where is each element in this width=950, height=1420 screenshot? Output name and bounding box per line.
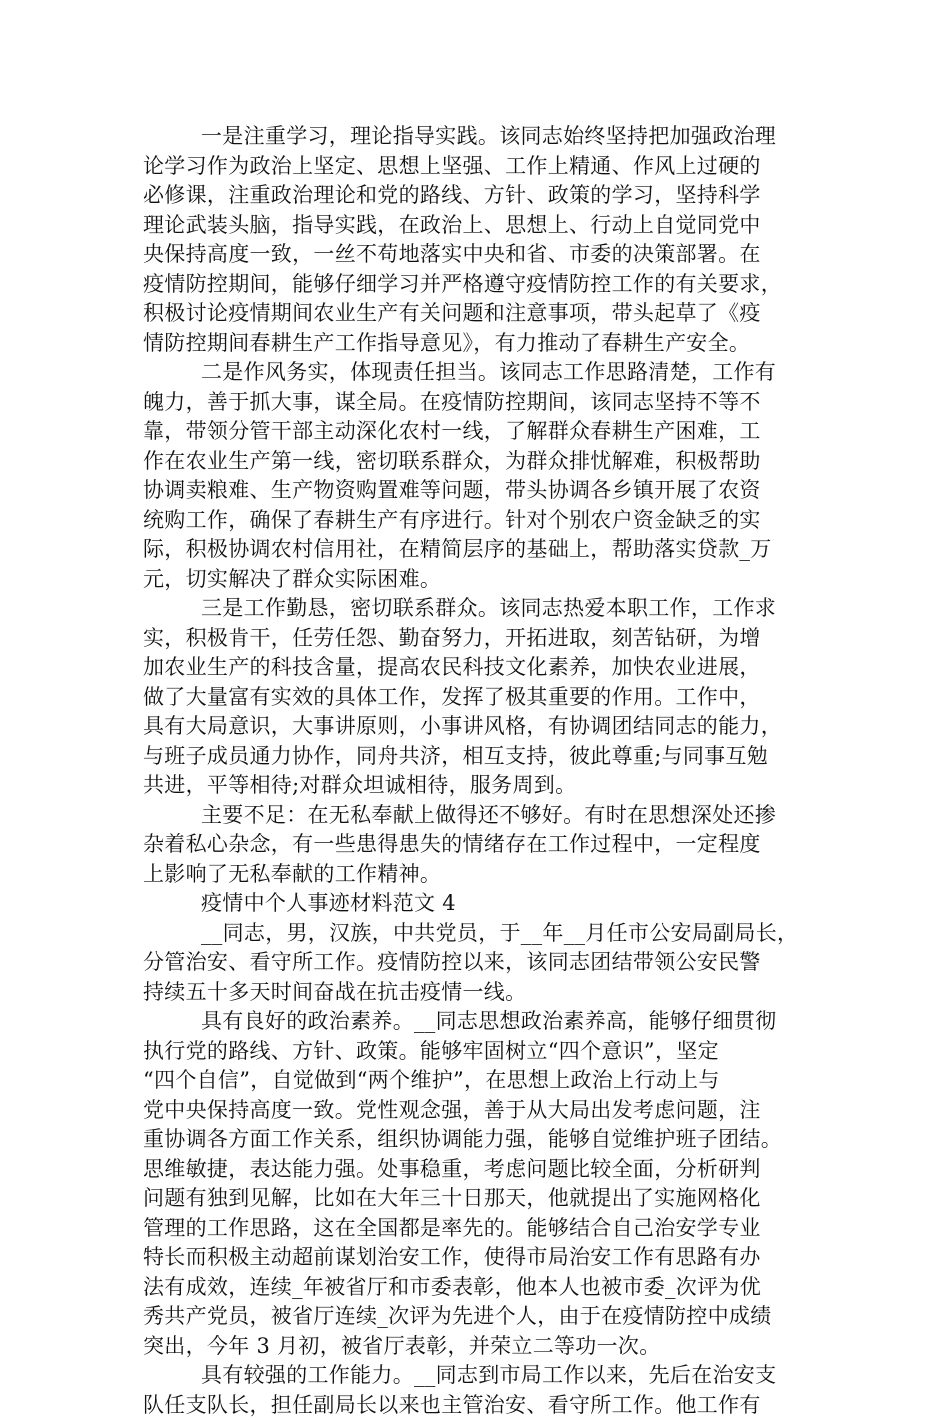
text-line: 元，切实解决了群众实际困难。 (143, 565, 823, 595)
text-line: 论学习作为政治上坚定、思想上坚强、工作上精通、作风上过硬的 (143, 152, 823, 182)
text-line: 二是作风务实，体现责任担当。该同志工作思路清楚，工作有 (143, 358, 823, 388)
text-line: 思维敏捷，表达能力强。处事稳重，考虑问题比较全面，分析研判 (143, 1155, 823, 1185)
text-line: 协调卖粮难、生产物资购置难等问题，带头协调各乡镇开展了农资 (143, 476, 823, 506)
text-line: 党中央保持高度一致。党性观念强，善于从大局出发考虑问题，注 (143, 1096, 823, 1126)
text-line: 问题有独到见解，比如在大年三十日那天，他就提出了实施网格化 (143, 1184, 823, 1214)
text-line: 统购工作，确保了春耕生产有序进行。针对个别农户资金缺乏的实 (143, 506, 823, 536)
text-line: 执行党的路线、方针、政策。能够牢固树立“四个意识”，坚定 (143, 1037, 823, 1067)
text-line: 理论武装头脑，指导实践，在政治上、思想上、行动上自觉同党中 (143, 211, 823, 241)
text-line: 央保持高度一致，一丝不苟地落实中央和省、市委的决策部署。在 (143, 240, 823, 270)
text-line: 疫情中个人事迹材料范文 4 (143, 889, 823, 919)
text-line: 秀共产党员，被省厅连续_次评为先进个人，由于在疫情防控中成绩 (143, 1302, 823, 1332)
text-line: 特长而积极主动超前谋划治安工作，使得市局治安工作有思路有办 (143, 1243, 823, 1273)
text-line: 队任支队长，担任副局长以来也主管治安、看守所工作。他工作有 (143, 1391, 823, 1420)
text-line: 主要不足：在无私奉献上做得还不够好。有时在思想深处还掺 (143, 801, 823, 831)
text-line: 三是工作勤恳，密切联系群众。该同志热爱本职工作，工作求 (143, 594, 823, 624)
text-line: 疫情防控期间，能够仔细学习并严格遵守疫情防控工作的有关要求， (143, 270, 823, 300)
text-line: 具有大局意识，大事讲原则，小事讲风格，有协调团结同志的能力， (143, 712, 823, 742)
text-line: 共进，平等相待;对群众坦诚相待，服务周到。 (143, 771, 823, 801)
text-line: 突出，今年 3 月初，被省厅表彰，并荣立二等功一次。 (143, 1332, 823, 1362)
text-line: 必修课，注重政治理论和党的路线、方针、政策的学习，坚持科学 (143, 181, 823, 211)
text-line: 分管治安、看守所工作。疫情防控以来，该同志团结带领公安民警 (143, 948, 823, 978)
text-line: 实，积极肯干，任劳任怨、勤奋努力，开拓进取，刻苦钻研，为增 (143, 624, 823, 654)
text-line: 际，积极协调农村信用社，在精简层序的基础上，帮助落实贷款_万 (143, 535, 823, 565)
text-line: 靠，带领分管干部主动深化农村一线，了解群众春耕生产困难，工 (143, 417, 823, 447)
text-line: 管理的工作思路，这在全国都是率先的。能够结合自己治安学专业 (143, 1214, 823, 1244)
text-line: 做了大量富有实效的具体工作，发挥了极其重要的作用。工作中， (143, 683, 823, 713)
text-line: 情防控期间春耕生产工作指导意见》，有力推动了春耕生产安全。 (143, 329, 823, 359)
text-line: 杂着私心杂念，有一些患得患失的情绪存在工作过程中，一定程度 (143, 830, 823, 860)
text-line: 具有较强的工作能力。__同志到市局工作以来，先后在治安支 (143, 1361, 823, 1391)
text-line: 持续五十多天时间奋战在抗击疫情一线。 (143, 978, 823, 1008)
text-line: 一是注重学习，理论指导实践。该同志始终坚持把加强政治理 (143, 122, 823, 152)
text-line: 法有成效，连续_年被省厅和市委表彰，他本人也被市委_次评为优 (143, 1273, 823, 1303)
text-line: 具有良好的政治素养。__同志思想政治素养高，能够仔细贯彻 (143, 1007, 823, 1037)
text-line: 积极讨论疫情期间农业生产有关问题和注意事项，带头起草了《疫 (143, 299, 823, 329)
text-line: “四个自信”，自觉做到“两个维护”，在思想上政治上行动上与 (143, 1066, 823, 1096)
text-line: 与班子成员通力协作，同舟共济，相互支持，彼此尊重;与同事互勉 (143, 742, 823, 772)
text-line: 上影响了无私奉献的工作精神。 (143, 860, 823, 890)
document-body (143, 122, 823, 1420)
text-line: 魄力，善于抓大事，谋全局。在疫情防控期间，该同志坚持不等不 (143, 388, 823, 418)
text-line: __同志，男，汉族，中共党员，于__年__月任市公安局副局长， (143, 919, 823, 949)
text-line: 作在农业生产第一线，密切联系群众，为群众排忧解难，积极帮助 (143, 447, 823, 477)
text-line: 加农业生产的科技含量，提高农民科技文化素养，加快农业进展， (143, 653, 823, 683)
text-line: 重协调各方面工作关系，组织协调能力强，能够自觉维护班子团结。 (143, 1125, 823, 1155)
